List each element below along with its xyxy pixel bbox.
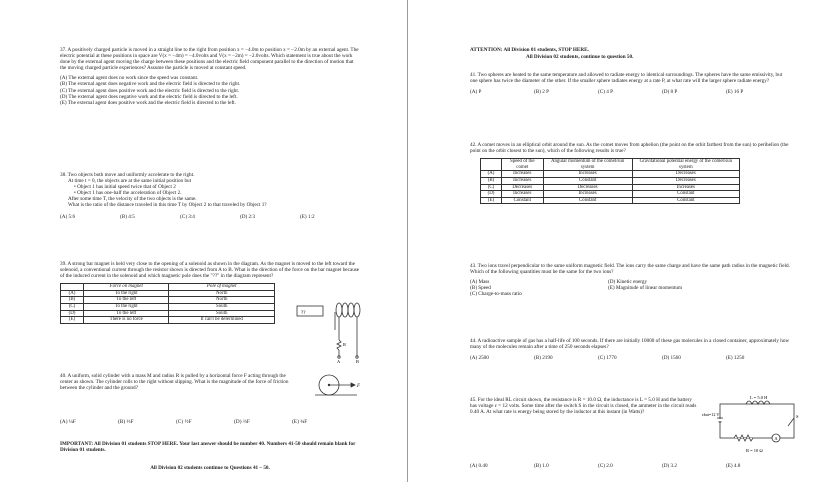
q37-option-c[interactable]: (C) The external agent does positive work and the electric field is directed to the right. — [60, 87, 240, 94]
q44-option-c[interactable]: (C) 1770 — [598, 355, 617, 362]
q41-options — [470, 89, 790, 95]
q42-stem: 42. A comet moves in an elliptical orbit around the sun. As the comet moves from aphelion (the point on the orbit farthest from the sun) to perihelion (the point on the orbit closest to the sun), which of the following results is true? — [470, 142, 789, 155]
q38-stem-a: 38. Two objects both move and uniformly accelerate to the right. — [60, 172, 195, 178]
q39-header-blank — [61, 284, 84, 291]
force-label: F — [357, 384, 361, 389]
emf-label: εbat=12 V — [702, 412, 720, 417]
table-row[interactable]: (C) To the right South — [61, 304, 275, 311]
q41-option-c[interactable]: (C) 4 P — [598, 89, 613, 96]
q44-option-b[interactable]: (B) 2190 — [534, 355, 553, 362]
q41-option-a[interactable]: (A) P — [470, 89, 482, 96]
inductor-coil — [746, 401, 770, 404]
resistor-label: R — [343, 342, 347, 347]
question-41 — [470, 72, 790, 95]
q38-stem-c: After some time T, the velocity of the two objects is the same. — [68, 196, 197, 203]
switch-label: S — [796, 414, 799, 419]
inductor-label: L = 5.0 H — [750, 395, 768, 400]
question-43 — [470, 263, 790, 297]
terminal-b — [356, 356, 358, 358]
q43-options — [470, 279, 790, 297]
q43-option-d[interactable]: (D) Kinetic energy — [608, 279, 648, 286]
attention-line-1: ATTENTION: All Division 01 students, STOP HERE. — [470, 47, 589, 53]
solenoid-diagram — [295, 300, 375, 364]
resistor-zigzag — [734, 435, 753, 441]
q44-option-d[interactable]: (D) 1560 — [662, 355, 681, 362]
table-row[interactable]: (D) Increases Increases Constant — [481, 191, 740, 198]
question-37 — [60, 47, 360, 106]
q45-option-c[interactable]: (C) 2.0 — [598, 463, 613, 469]
q37-options — [60, 75, 360, 105]
question-40 — [60, 373, 290, 391]
rl-circuit-diagram — [702, 392, 802, 460]
q43-option-a[interactable]: (A) Mass — [470, 279, 490, 286]
q43-option-e[interactable]: (E) Magnitude of linear momentum — [608, 285, 683, 292]
q39-header-pole: Pole of magnet — [169, 284, 275, 291]
q40-option-c[interactable]: (C) ½F — [176, 419, 192, 425]
q44-option-e[interactable]: (E) 1250 — [726, 355, 745, 362]
terminal-a — [338, 356, 340, 358]
table-row[interactable]: (A) Increases Increases Decreases — [481, 171, 740, 178]
q40-option-b[interactable]: (B) ⅓F — [118, 419, 134, 425]
q39-stem: 39. A strong bar magnet is held very close to the opening of a solenoid as shown in the diagram. As the magnet is moved to the left toward the solenoid, a conventional current through the resistor shown is directed from A to B. What is the direction of the force on the bar magnet because of the induced current in the solenoid and which magnetic pole does the "??" in the diagram represent? — [60, 261, 360, 280]
q38-option-a[interactable]: (A) 5:6 — [60, 213, 76, 220]
q38-option-b[interactable]: (B) 4:5 — [120, 213, 135, 220]
q41-option-e[interactable]: (E) 16 P — [726, 89, 744, 96]
q42-header-speed: Speed of the comet — [502, 159, 544, 171]
attention-line-2: All Division 02 students, continue to question 50. — [526, 54, 634, 60]
q37-option-b[interactable]: (B) The external agent does negative work and the electric field is directed to the right. — [60, 81, 241, 88]
continue-notice: All Division 02 students continue to Questions 41 – 50. — [150, 465, 270, 471]
q43-option-b[interactable]: (B) Speed — [470, 285, 491, 292]
question-44 — [470, 338, 790, 361]
table-row[interactable]: (B) Increases Constant Decreases — [481, 177, 740, 184]
q38-stem-d: What is the ratio of the distance traveled in this time T by Object 2 to that traveled by Object 1? — [68, 202, 267, 209]
q44-stem: 44. A radioactive sample of gas has a half-life of 100 seconds. If there are initially 10000 of these gas molecules in a closed container, approximately how many of the molecules remain after a time of 250 seconds elapses? — [470, 338, 790, 351]
table-row[interactable]: (E) Constant Constant Constant — [481, 197, 740, 204]
q40-option-d[interactable]: (D) ⅔F — [234, 419, 250, 425]
switch-blade — [788, 418, 794, 426]
q42-header-potential: Gravitational potential energy of the comet/sun system — [632, 159, 739, 171]
magnet-pole-label: ?? — [301, 311, 306, 316]
resistor — [337, 340, 341, 350]
terminal-a-label: A — [337, 359, 341, 364]
important-notice: IMPORTANT: All Division 01 students STOP HERE. Your last answer should be number 40. Numbers 41-50 should remain blank for Division 01 students. — [60, 441, 356, 454]
q38-option-d[interactable]: (D) 2:3 — [240, 213, 256, 220]
q45-option-d[interactable]: (D) 3.2 — [662, 463, 677, 469]
terminal-b-label: B — [356, 359, 360, 364]
q43-option-c[interactable]: (C) Charge-to-mass ratio — [470, 291, 522, 298]
q40-option-a[interactable]: (A) ¼F — [60, 419, 76, 425]
q37-option-a[interactable]: (A) The external agent does no work since the speed was constant. — [60, 75, 199, 82]
q44-options — [470, 355, 790, 361]
table-row[interactable]: (C) Decreases Decreases Increases — [481, 184, 740, 191]
q41-option-b[interactable]: (B) 2 P — [534, 89, 549, 96]
q38-option-e[interactable]: (E) 1:2 — [300, 213, 315, 220]
q45-option-b[interactable]: (B) 1.0 — [534, 463, 549, 469]
q45-option-e[interactable]: (E) 4.8 — [726, 463, 741, 469]
q45-option-a[interactable]: (A) 0.40 — [470, 463, 488, 469]
q39-header-force: Force on magnet — [84, 284, 169, 291]
q41-option-d[interactable]: (D) 8 P — [662, 89, 678, 96]
q37-stem: 37. A positively charged particle is moved in a straight line to the right from position x = −4.0m to position x = −2.0m by an external agent. The electric potential at these positions in space are V(x = −4m) = −4.0volts and V(x = −2m) = −2.0volts. Which statement is true about the work done by the external agent moving the charge between these positions and the electric field component parallel to the direction of motion that the moving charged particle experiences? Assume the particle is moved at constant speed. — [60, 47, 359, 72]
q39-answer-table — [60, 283, 275, 324]
resistance-label: R = 10 Ω — [746, 448, 763, 453]
q40-stem: 40. A uniform, solid cylinder with a mass M and radius R is pulled by a horizontal force F acting through the center as shown. The cylinder rolls to the right without slipping. What is the magnitude of the force of friction between the cylinder and the ground? — [60, 373, 289, 392]
cylinder-diagram — [315, 374, 365, 400]
q45-stem: 45. For the ideal RL circuit shown, the resistance is R = 10.0 Ω, the inductance is L = 5.0 H and the battery has voltage ε = 12 volts. Some time after the switch S in the circuit is closed, the ammeter in the circuit reads 0.40 A. At what rate is energy being stored by the inductor at this instant (in Watts)? — [470, 397, 697, 416]
q45-options — [470, 463, 790, 469]
q42-header-angular: Angular momentum of the comet/sun system — [543, 159, 632, 171]
q38-option-c[interactable]: (C) 3:4 — [180, 213, 195, 220]
q44-option-a[interactable]: (A) 2500 — [470, 355, 489, 362]
q40-option-e[interactable]: (E) ¾F — [292, 419, 308, 425]
ammeter-label: A — [774, 436, 778, 441]
table-row[interactable]: (A) To the right North — [61, 290, 275, 297]
q43-stem: 43. Two ions travel perpendicular to the same uniform magnetic field. The ions carry the same charge and have the same path radius in the magnetic field. Which of the following quantities must be the same for the two ions? — [470, 263, 790, 276]
q37-option-e[interactable]: (E) The external agent does positive work and the electric field is directed to the left. — [60, 99, 236, 106]
q40-options — [60, 419, 360, 425]
q38-options — [60, 214, 360, 220]
q38-stem-b: At time t = 0, the objects are at the same initial position but — [68, 178, 192, 185]
table-row[interactable]: (D) To the left South — [61, 310, 275, 317]
question-45 — [470, 397, 698, 415]
page-divider — [407, 0, 408, 482]
table-row[interactable]: (B) To the left North — [61, 297, 275, 304]
question-42 — [470, 142, 790, 204]
circuit-loop — [720, 404, 794, 438]
q41-stem: 41. Two spheres are heated to the same temperature and allowed to radiate energy to identical surroundings. The spheres have the same emissivity, but one sphere has twice the diameter of the other. If the smaller sphere radiates energy at a rate P, at what rate will the larger sphere radiate energy? — [470, 72, 783, 85]
q38-bullet-1: • Object 1 has initial speed twice that of Object 2 — [74, 184, 176, 191]
table-row[interactable]: (E) There is no force It can't be determined — [61, 317, 275, 324]
q42-answer-table — [480, 158, 740, 204]
q38-bullet-2: • Object 1 has one-half the acceleration of Object 2. — [74, 190, 182, 197]
q37-option-d[interactable]: (D) The external agent does negative work and the electric field is directed to the left. — [60, 93, 238, 100]
question-38 — [60, 172, 360, 220]
